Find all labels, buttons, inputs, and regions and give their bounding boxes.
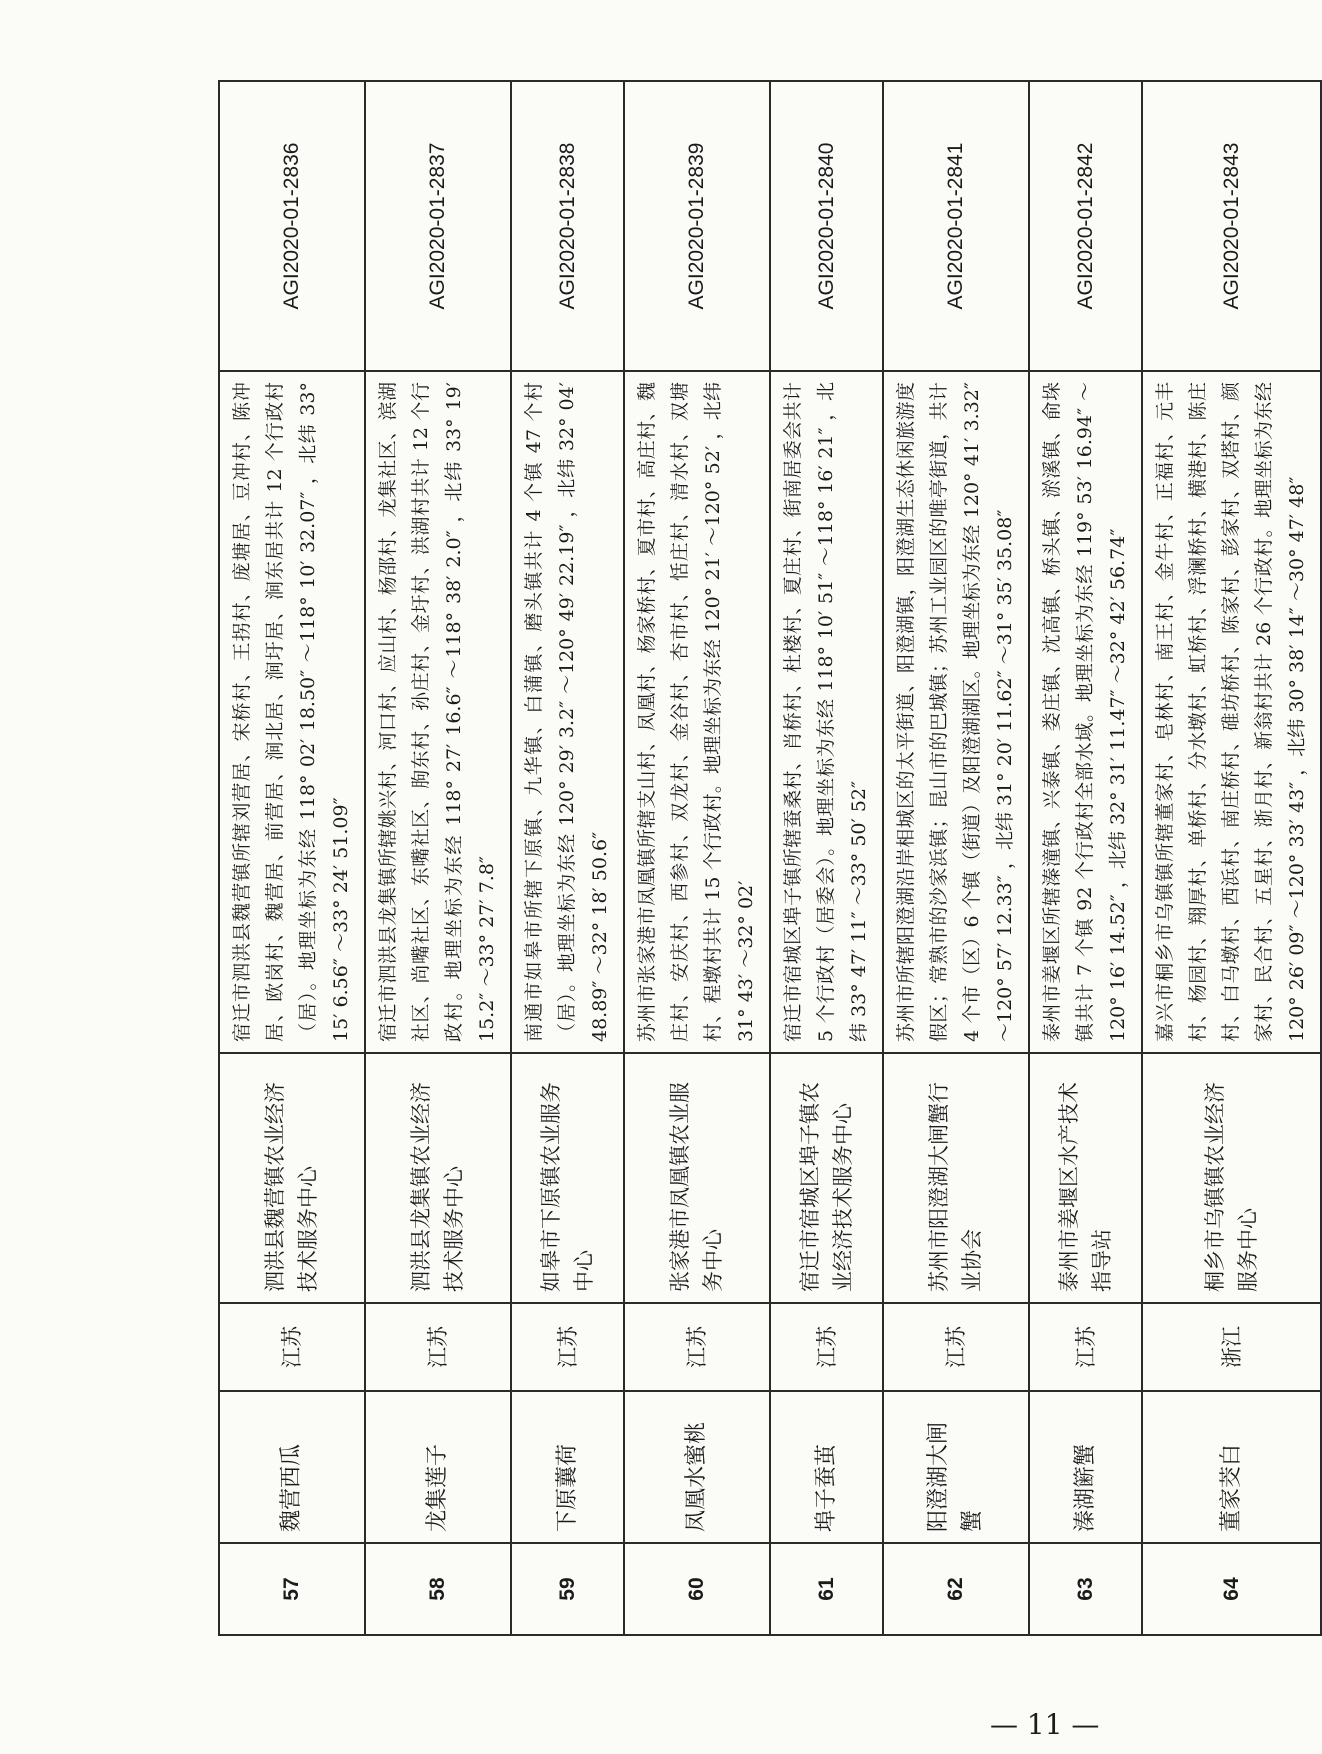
product-name: 埠子蚕茧 xyxy=(770,1391,883,1543)
table-row xyxy=(365,81,511,1635)
registration-code: AGI2020-01-2841 xyxy=(883,81,1029,371)
page-number: — 11 — xyxy=(990,1708,1100,1741)
product-name: 下原蘘荷 xyxy=(511,1391,624,1543)
registry-table xyxy=(218,80,1322,1636)
applicant-org: 泰州市姜堰区水产技术指导站 xyxy=(1029,1053,1142,1303)
region-description: 嘉兴市桐乡市乌镇镇所辖董家村、皂林村、南王村、金牛村、正福村、元丰村、杨园村、翔厚村、单桥村、分水墩村、虹桥村、浮澜桥村、横港村、陈庄村、白马墩村、西浜村、南庄桥村、碓坊桥村、陈家村、彭家村、双塔村、颜家村、民合村、五星村、浙月村、新翁村共计 26 个行政村。地理坐标为东经 120° 26′ 09″ ～120° 33′ 43″ ，北纬 30° 38′ 14″ ～30° 47′ 48″ xyxy=(1142,371,1321,1053)
region-description: 苏州市所辖阳澄湖沿岸相城区的太平街道、阳澄湖镇，阳澄湖生态休闲旅游度假区；常熟市的沙家浜镇；昆山市的巴城镇；苏州工业园区的唯亭街道，共计 4 个市（区）6 个镇（街道）及阳澄湖湖区。地理坐标为东经 120° 41′ 3.32″ ～120° 57′ 12.33″ ，北纬 31° 20′ 11.62″ ～31° 35′ 35.08″ xyxy=(883,371,1029,1053)
table-row xyxy=(219,81,365,1635)
applicant-org: 宿迁市宿城区埠子镇农业经济技术服务中心 xyxy=(770,1053,883,1303)
product-name: 阳澄湖大闸蟹 xyxy=(883,1391,1029,1543)
product-name: 凤凰水蜜桃 xyxy=(624,1391,770,1543)
province: 江苏 xyxy=(511,1303,624,1391)
row-number: 64 xyxy=(1142,1543,1321,1635)
table-row xyxy=(883,81,1029,1635)
registration-code: AGI2020-01-2842 xyxy=(1029,81,1142,371)
registration-code: AGI2020-01-2836 xyxy=(219,81,365,371)
province: 江苏 xyxy=(1029,1303,1142,1391)
region-description: 宿迁市宿城区埠子镇所辖蚕桑村、肖桥村、杜楼村、夏庄村、街南居委会共计 5 个行政村（居委会）。地理坐标为东经 118° 10′ 51″ ～118° 16′ 21″ ，北纬 33° 47′ 11″ ～33° 50′ 52″ xyxy=(770,371,883,1053)
row-number: 59 xyxy=(511,1543,624,1635)
province: 江苏 xyxy=(365,1303,511,1391)
registration-code: AGI2020-01-2843 xyxy=(1142,81,1321,371)
row-number: 63 xyxy=(1029,1543,1142,1635)
row-number: 62 xyxy=(883,1543,1029,1635)
table-row xyxy=(511,81,624,1635)
registration-code: AGI2020-01-2840 xyxy=(770,81,883,371)
province: 江苏 xyxy=(883,1303,1029,1391)
registration-code: AGI2020-01-2837 xyxy=(365,81,511,371)
table-row xyxy=(624,81,770,1635)
applicant-org: 泗洪县魏营镇农业经济技术服务中心 xyxy=(219,1053,365,1303)
rotated-table-sheet xyxy=(218,82,1308,1636)
region-description: 宿迁市泗洪县龙集镇所辖姚兴村、河口村、应山村、杨邵村、龙集社区、滨湖社区、尚嘴社区、东嘴社区、朐东村、孙庄村、金圩村、洪湖村共计 12 个行政村。地理坐标为东经 118° 27′ 16.6″ ～118° 38′ 2.0″ ，北纬 33° 19′ 15.2″ ～33° 27′ 7.8″ xyxy=(365,371,511,1053)
table-row xyxy=(1142,81,1321,1635)
row-number: 60 xyxy=(624,1543,770,1635)
applicant-org: 如皋市下原镇农业服务中心 xyxy=(511,1053,624,1303)
province: 江苏 xyxy=(219,1303,365,1391)
region-description: 南通市如皋市所辖下原镇、九华镇、白蒲镇、磨头镇共计 4 个镇 47 个村（居）。地理坐标为东经 120° 29′ 3.2″ ～120° 49′ 22.19″ ，北纬 32° 04′ 48.89″ ～32° 18′ 50.6″ xyxy=(511,371,624,1053)
product-name: 魏营西瓜 xyxy=(219,1391,365,1543)
region-description: 苏州市张家港市凤凰镇所辖支山村、凤凰村、杨家桥村、夏市村、高庄村、魏庄村、安庆村、西参村、双龙村、金谷村、杏市村、恬庄村、清水村、双塘村、程墩村共计 15 个行政村。地理坐标为东经 120° 21′ ～120° 52′ ，北纬 31° 43′ ～32° 02′ xyxy=(624,371,770,1053)
province: 江苏 xyxy=(770,1303,883,1391)
table-row xyxy=(1029,81,1142,1635)
registration-code: AGI2020-01-2838 xyxy=(511,81,624,371)
applicant-org: 张家港市凤凰镇农业服务中心 xyxy=(624,1053,770,1303)
product-name: 龙集莲子 xyxy=(365,1391,511,1543)
region-description: 宿迁市泗洪县魏营镇所辖刘营居、宋桥村、王拐村、庞塘居、豆冲村、陈冲居、欧岗村、魏营居、前营居、涧北居、涧圩居、涧东居共计 12 个行政村（居）。地理坐标为东经 118° 02′ 18.50″ ～118° 10′ 32.07″ ，北纬 33° 15′ 6.56″ ～33° 24′ 51.09″ xyxy=(219,371,365,1053)
row-number: 61 xyxy=(770,1543,883,1635)
applicant-org: 桐乡市乌镇镇农业经济服务中心 xyxy=(1142,1053,1321,1303)
product-name: 溱湖簖蟹 xyxy=(1029,1391,1142,1543)
product-name: 董家茭白 xyxy=(1142,1391,1321,1543)
registration-code: AGI2020-01-2839 xyxy=(624,81,770,371)
row-number: 58 xyxy=(365,1543,511,1635)
province: 浙江 xyxy=(1142,1303,1321,1391)
row-number: 57 xyxy=(219,1543,365,1635)
applicant-org: 苏州市阳澄湖大闸蟹行业协会 xyxy=(883,1053,1029,1303)
region-description: 泰州市姜堰区所辖溱潼镇、兴泰镇、娄庄镇、沈高镇、桥头镇、淤溪镇、俞垛镇共计 7 个镇 92 个行政村全部水域。地理坐标为东经 119° 53′ 16.94″ ～120° 16′ 14.52″ ，北纬 32° 31′ 11.47″ ～32° 42′ 56.74″ xyxy=(1029,371,1142,1053)
applicant-org: 泗洪县龙集镇农业经济技术服务中心 xyxy=(365,1053,511,1303)
province: 江苏 xyxy=(624,1303,770,1391)
table-row xyxy=(770,81,883,1635)
